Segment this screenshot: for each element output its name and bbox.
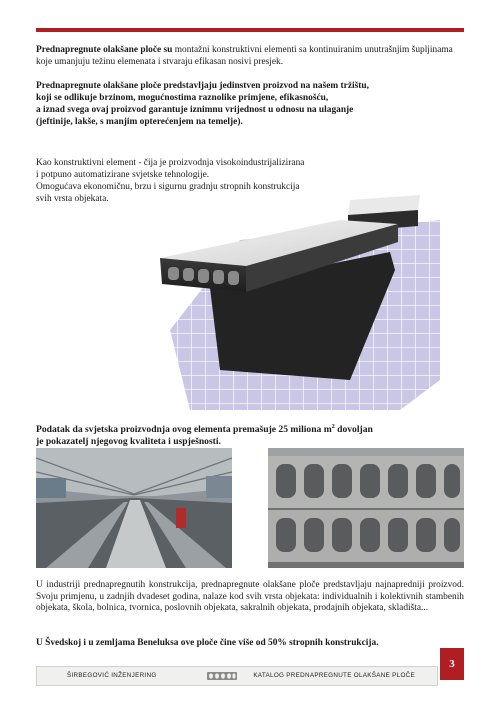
slab-cross-section-icon xyxy=(207,671,237,681)
slabs-closeup-photo xyxy=(268,448,464,568)
construction-element-text: Kao konstruktivni element - čija je proizvodnja visokoindustrijalizirana i potpuno automatizirane svjetske tehnologije. Omogućava ekonomičnu, brzu i sigurnu gradnju stropnih konstrukcija svih vrsta objekata. xyxy=(36,158,305,204)
product-pitch: Prednapregnute olakšane ploče predstavljaju jedinstven proizvod na našem tržištu, koji se odlikuje brzinom, mogućnostima raznolike primjene, efikasnošću, a iznad svega ovaj proizvod garantuje iznimnu vrijednost u odnosu na ulaganje (jeftinije, lakše, s manjim opterećenjem na temelje). xyxy=(36,81,369,127)
production-statistic: Podatak da svjetska proizvodnja ovog elementa premašuje 25 miliona $m^2$ dovoljan je pokazatelj njegovog kvaliteta i uspješnosti. xyxy=(36,424,373,447)
sweden-benelux-note: U Švedskoj i u zemljama Beneluksa ove ploče čine više od 50% stropnih konstrukcija. xyxy=(36,638,379,648)
footer-bar xyxy=(36,666,438,686)
intro-paragraph: Prednapregnute olakšane ploče su montažni konstruktivni elementi sa kontinuiranim unutrašnjim šupljinama koje umanjuju težinu elemenata i stvaraju efikasan nosivi presjek. xyxy=(36,45,453,67)
footer-company-name: ŠIRBEGOVIĆ INŽENJERING xyxy=(67,672,157,679)
footer-catalog-title: KATALOG PREDNAPREGNUTE OLAKŠANE PLOČE xyxy=(253,672,415,679)
hollow-core-slab-render xyxy=(150,180,440,410)
industry-paragraph: U industriji prednapregnutih konstrukcija, prednapregnute olakšane ploče predstavljaju najnapredniji proizvod. Svoju primjenu, u zadnjih dvadeset godina, nalaze kod svih vrsta objekata: individualnih i kolektivnih stambenih objekata, škola, bolnica, tvornica, poslovnih objekata, sakralnih objekata, prodajnih objekata, skladišta... xyxy=(36,580,464,614)
factory-photo xyxy=(36,448,232,568)
top-accent-bar xyxy=(36,28,464,32)
page-number: 3 xyxy=(440,648,464,680)
